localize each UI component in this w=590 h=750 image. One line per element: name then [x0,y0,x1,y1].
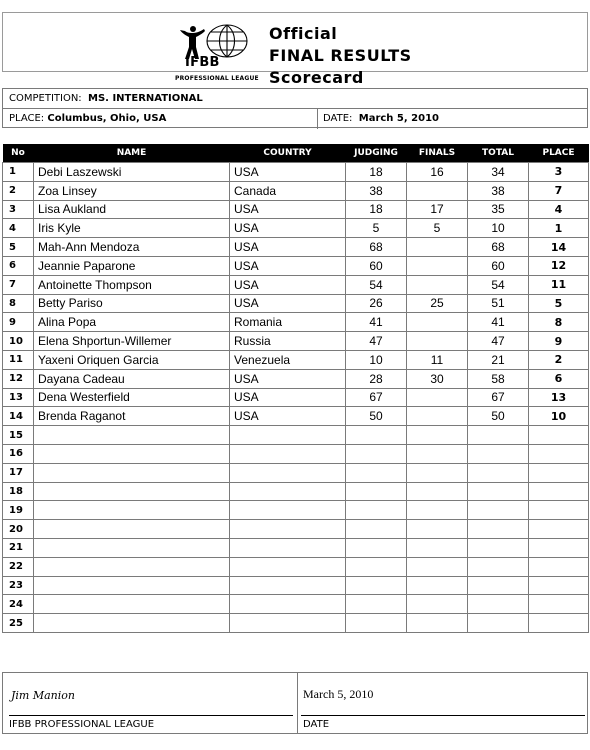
final-place: 10 [529,407,589,426]
finals-score [407,557,468,576]
competitor-country [230,557,346,576]
competitor-number: 25 [3,614,34,633]
col-header-country: COUNTRY [230,144,346,163]
competitor-name: Dayana Cadeau [34,369,230,388]
table-row [3,219,589,238]
competitor-number: 14 [3,407,34,426]
judging-score: 26 [346,294,407,313]
competitor-number: 24 [3,595,34,614]
judging-score [346,463,407,482]
finals-score [407,538,468,557]
final-place: 3 [529,163,589,182]
total-score [468,595,529,614]
finals-score [407,614,468,633]
competitor-number: 9 [3,313,34,332]
total-score: 47 [468,332,529,351]
official-signature: Jim Manion [11,689,75,702]
final-place [529,576,589,595]
competitor-country [230,463,346,482]
final-place: 2 [529,350,589,369]
competitor-name [34,463,230,482]
competitor-name [34,595,230,614]
competitor-country [230,595,346,614]
date-value: March 5, 2010 [358,113,439,124]
table-row [3,426,589,445]
competitor-number: 5 [3,238,34,257]
total-score: 50 [468,407,529,426]
place-field [9,113,166,124]
date-field [323,113,439,124]
competitor-country: USA [230,388,346,407]
competitor-number: 3 [3,200,34,219]
signature-date: March 5, 2010 [303,687,374,701]
competitor-name [34,576,230,595]
finals-score: 11 [407,350,468,369]
table-header-row [3,144,589,163]
competitor-country: Russia [230,332,346,351]
competitor-country [230,520,346,539]
competitor-number: 15 [3,426,34,445]
finals-score [407,482,468,501]
judging-score: 38 [346,181,407,200]
competitor-name: Zoa Linsey [34,181,230,200]
table-row [3,332,589,351]
info-divider [317,109,318,129]
competitor-country: USA [230,369,346,388]
competitor-number: 23 [3,576,34,595]
finals-score: 5 [407,219,468,238]
judging-score: 28 [346,369,407,388]
competitor-number: 6 [3,256,34,275]
total-score: 38 [468,181,529,200]
competitor-name: Antoinette Thompson [34,275,230,294]
competitor-number: 12 [3,369,34,388]
competitor-number: 18 [3,482,34,501]
col-header-total: TOTAL [468,144,529,163]
competitor-name: Yaxeni Oriquen Garcia [34,350,230,369]
final-place [529,463,589,482]
competitor-country: USA [230,200,346,219]
competitor-country [230,444,346,463]
competitor-number: 17 [3,463,34,482]
competitor-country: USA [230,407,346,426]
competitor-country [230,576,346,595]
competition-field [9,93,203,104]
competitor-name [34,444,230,463]
competitor-name [34,614,230,633]
final-place [529,595,589,614]
final-place: 14 [529,238,589,257]
total-score: 41 [468,313,529,332]
competitor-name [34,557,230,576]
ifbb-logo [171,21,263,82]
final-place: 11 [529,275,589,294]
competition-value: MS. INTERNATIONAL [88,93,203,104]
total-score [468,482,529,501]
results-table [2,144,589,633]
judging-score: 5 [346,219,407,238]
competitor-name: Debi Laszewski [34,163,230,182]
table-row [3,557,589,576]
total-score [468,614,529,633]
final-place [529,538,589,557]
total-score: 51 [468,294,529,313]
table-row [3,520,589,539]
finals-score: 25 [407,294,468,313]
table-row [3,181,589,200]
competitor-name: Jeannie Paparone [34,256,230,275]
finals-score [407,238,468,257]
competitor-name: Betty Pariso [34,294,230,313]
place-date-row [3,109,587,129]
competitor-number: 7 [3,275,34,294]
competitor-number: 22 [3,557,34,576]
judging-score: 47 [346,332,407,351]
competitor-name [34,520,230,539]
total-score [468,501,529,520]
table-row [3,576,589,595]
competitor-country: USA [230,294,346,313]
competitor-country: Venezuela [230,350,346,369]
col-header-place: PLACE [529,144,589,163]
competitor-number: 11 [3,350,34,369]
competitor-country: USA [230,275,346,294]
competitor-country: Romania [230,313,346,332]
table-row [3,595,589,614]
logo-subtext: PROFESSIONAL LEAGUE [175,75,259,82]
competitor-name [34,538,230,557]
table-row [3,200,589,219]
finals-score [407,576,468,595]
judging-score [346,444,407,463]
competitor-name: Alina Popa [34,313,230,332]
competitor-number: 4 [3,219,34,238]
table-row [3,482,589,501]
table-row [3,444,589,463]
total-score: 60 [468,256,529,275]
table-row [3,294,589,313]
total-score [468,444,529,463]
table-row [3,407,589,426]
date-line [301,715,585,716]
competitor-name: Elena Shportun-Willemer [34,332,230,351]
finals-score [407,313,468,332]
judging-score [346,595,407,614]
competition-row [3,89,587,109]
competitor-country [230,482,346,501]
total-score [468,576,529,595]
finals-score [407,595,468,614]
total-score: 58 [468,369,529,388]
judging-score [346,426,407,445]
competitor-name: Lisa Aukland [34,200,230,219]
competitor-country [230,426,346,445]
finals-score [407,501,468,520]
final-place: 5 [529,294,589,313]
competitor-country: USA [230,256,346,275]
finals-score [407,181,468,200]
judging-score [346,482,407,501]
col-header-finals: FINALS [407,144,468,163]
place-label: PLACE: [9,113,45,124]
judging-score: 18 [346,163,407,182]
table-row [3,350,589,369]
page-title [269,23,412,89]
competitor-number: 10 [3,332,34,351]
title-line-3: Scorecard [269,68,364,87]
total-score [468,520,529,539]
competitor-number: 21 [3,538,34,557]
judging-score [346,501,407,520]
total-score: 34 [468,163,529,182]
competitor-country: USA [230,219,346,238]
competitor-number: 2 [3,181,34,200]
competitor-country: USA [230,163,346,182]
final-place: 8 [529,313,589,332]
finals-score [407,520,468,539]
total-score [468,557,529,576]
final-place: 6 [529,369,589,388]
competitor-number: 13 [3,388,34,407]
title-line-2: FINAL RESULTS [269,46,412,65]
judging-score: 18 [346,200,407,219]
total-score: 35 [468,200,529,219]
final-place [529,614,589,633]
final-place [529,482,589,501]
total-score [468,426,529,445]
judging-score: 54 [346,275,407,294]
footer-divider [297,673,298,733]
competitor-number: 20 [3,520,34,539]
competitor-name: Dena Westerfield [34,388,230,407]
table-row [3,538,589,557]
total-score: 54 [468,275,529,294]
competitor-country [230,538,346,557]
competition-label: COMPETITION: [9,93,82,104]
logo-text: IFBB [185,55,220,70]
final-place: 7 [529,181,589,200]
final-place [529,501,589,520]
judging-score [346,520,407,539]
finals-score [407,388,468,407]
final-place [529,520,589,539]
table-row [3,313,589,332]
final-place: 1 [529,219,589,238]
total-score: 10 [468,219,529,238]
table-row [3,388,589,407]
table-row [3,238,589,257]
total-score [468,463,529,482]
finals-score [407,332,468,351]
total-score [468,538,529,557]
judging-score: 50 [346,407,407,426]
final-place: 9 [529,332,589,351]
finals-score [407,444,468,463]
signature-block [2,672,588,734]
final-place: 4 [529,200,589,219]
competition-info [2,88,588,128]
results-body [3,163,589,633]
judging-score: 41 [346,313,407,332]
finals-score [407,275,468,294]
competitor-number: 19 [3,501,34,520]
judging-score: 10 [346,350,407,369]
finals-score [407,463,468,482]
table-row [3,501,589,520]
finals-score: 17 [407,200,468,219]
scorecard-header [2,12,588,87]
competitor-country [230,501,346,520]
table-row [3,614,589,633]
judging-score [346,614,407,633]
judging-score [346,557,407,576]
table-row [3,163,589,182]
total-score: 21 [468,350,529,369]
table-row [3,369,589,388]
table-row [3,275,589,294]
judging-score: 67 [346,388,407,407]
finals-score: 30 [407,369,468,388]
place-value: Columbus, Ohio, USA [47,113,167,124]
competitor-number: 1 [3,163,34,182]
competitor-name [34,501,230,520]
competitor-name [34,426,230,445]
signature-line [9,715,293,716]
judging-score [346,576,407,595]
final-place [529,426,589,445]
table-row [3,256,589,275]
title-line-1: Official [269,24,338,43]
competitor-number: 16 [3,444,34,463]
total-score: 67 [468,388,529,407]
organization-label: IFBB PROFESSIONAL LEAGUE [9,719,155,730]
date-caption: DATE [303,719,330,730]
date-label: DATE: [323,113,353,124]
competitor-country: Canada [230,181,346,200]
competitor-country: USA [230,238,346,257]
judging-score [346,538,407,557]
finals-score [407,426,468,445]
judging-score: 60 [346,256,407,275]
finals-score [407,407,468,426]
competitor-name: Brenda Raganot [34,407,230,426]
table-row [3,463,589,482]
competitor-name: Mah-Ann Mendoza [34,238,230,257]
competitor-name: Iris Kyle [34,219,230,238]
final-place: 12 [529,256,589,275]
final-place [529,557,589,576]
judging-score: 68 [346,238,407,257]
col-header-judging: JUDGING [346,144,407,163]
finals-score: 16 [407,163,468,182]
total-score: 68 [468,238,529,257]
competitor-number: 8 [3,294,34,313]
col-header-name: NAME [34,144,230,163]
final-place: 13 [529,388,589,407]
competitor-name [34,482,230,501]
col-header-no: No [3,144,34,163]
competitor-country [230,614,346,633]
finals-score [407,256,468,275]
final-place [529,444,589,463]
